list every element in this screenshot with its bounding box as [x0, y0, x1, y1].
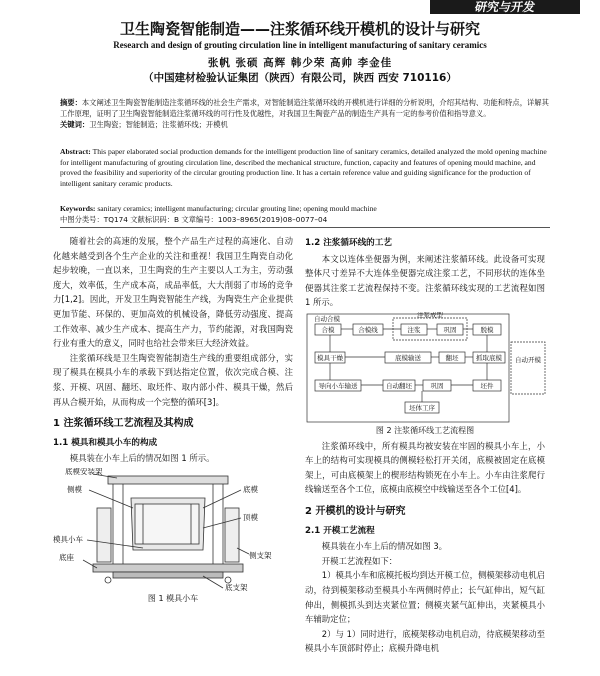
subsection-1-2-text: 本文以连体坐便器为例，来阐述注浆循环线。此设备可实现整体尺寸差异不大连体坐便器完成注浆工艺，不同形状的连体坐便器其注浆工艺流程保持不变。注浆循环线实现的工艺流程如图 1 所示。 [305, 253, 545, 308]
subsection-2-1-step-2: 2）与 1）同时进行，底模架移动电机启动，待底模架移动至模具小车顶部时停止；底模升降电机 [305, 628, 545, 654]
abstract-cn [60, 97, 550, 143]
subsection-1-2-heading: 1.2 注浆循环线的工艺 [305, 238, 392, 248]
right-column [305, 234, 545, 656]
abstract-en-text: This paper elaborated social production demands for the intelligent production line of sanitary ceramics, detailed analyzed the mold opening machine for intelligent manufacturing of grouting circulation line, described the mechanical structure, function, capacity and features of opening mould machine, and proved the feasibility and superiority of the circular grouting production line. It has a certain reference value and guiding significance for the production of intelligent sanitary ceramic products. [60, 147, 547, 188]
subsection-1-1-text: 模具装在小车上后的情况如图 1 所示。 [69, 453, 215, 464]
flow-auto-flip: 自动翻坯 [386, 381, 412, 390]
intro-paragraph-2: 注浆循环线是卫生陶瓷智能制造生产线的重要组成部分，实现了模具在模具小车的承载下到达指定位置，依次完成合模、注浆、开模、巩固、翻坯、取坯件、取内部小件、模具干燥，然后再从合模开始，从而构成一个完整的循环[3]。 [53, 352, 293, 407]
subsection-1-1-heading: 1.1 模具和模具小车的构成 [53, 437, 158, 448]
flow-consolidate: 巩固 [443, 325, 457, 334]
flow-mold-dry: 模具干燥 [317, 353, 343, 362]
flow-grout: 注浆 [407, 325, 421, 334]
subsection-2-1-step-1: 1）模具小车和底模托板均到达开模工位，侧模架移动电机启动，待到模架移动至模具小车两侧时停止；长气缸伸出，短气缸伸出，侧模抓头到达夹紧位置；侧模夹紧气缸伸出，夹紧模具小车辅助定位； [305, 570, 545, 625]
process-flow-diagram [305, 312, 549, 424]
fig1-label-bottom: 底支架 [225, 582, 248, 592]
subsection-1-2-text-2: 注浆循环线中，所有模具均被安装在牢固的模具小车上，小车上的结构可实现模具的侧模轻松打开关闭，底模被固定在底模架上，可由底模架上的楔形结构锁死在小车上。小车由注浆爬行线输送至各个工位，底模由底模空中线输送至各个工位[4]。 [305, 440, 545, 495]
flow-bottom-convey: 底模输送 [395, 353, 421, 362]
flow-out: 坯件 [480, 381, 494, 390]
abstract-cn-text: 本文阐述卫生陶瓷智能制造注浆循环线的社会生产需求，对智能制造注浆循环线的开模机进行详细的分析说明，介绍其结构、功能和特点，详解其工作原理，证明了卫生陶瓷智能制造注浆循环线的可行性及优越性，对我国卫生陶瓷产品的制造生产具有一定的参考价值和指导意义。 [60, 98, 549, 118]
flow-consolidate-2: 巩固 [430, 381, 444, 390]
fig1-label-floor: 底座 [59, 552, 74, 562]
section-2-heading: 2 开模机的设计与研究 [305, 505, 406, 517]
classification-line: 中图分类号：TQ174 文献标识码：B 文章编号：1003–8965(2019)08–0077–04 [60, 215, 328, 224]
paper-title-en: Research and design of grouting circulation line in intelligent manufacturing of sanitary ceramics [113, 40, 487, 50]
flow-process-label: 注浆成型 [417, 311, 443, 319]
abstract-en-label: Abstract: [60, 147, 91, 156]
figure-2 [305, 312, 545, 424]
flow-auto-close: 自动合模 [314, 314, 340, 323]
left-column [53, 234, 293, 607]
section-tag: 研究与开发 [430, 0, 580, 14]
fig1-label-side: 侧模 [67, 484, 82, 494]
subsection-2-1-text-b: 开模工艺流程如下： [321, 555, 398, 566]
abstract-cn-label: 摘要： [60, 98, 82, 107]
flow-guide-cart: 导向小车输送 [318, 381, 358, 390]
flow-auto-open: 自动开模 [515, 355, 541, 364]
flow-manual-close: 合模 [321, 325, 335, 334]
flow-close-line: 合模线 [358, 325, 378, 334]
flow-grab-bottom: 抓取底模 [476, 353, 502, 362]
keywords-en-label: Keywords: [60, 204, 96, 213]
mold-cart-drawing [53, 468, 293, 592]
figure-2-caption: 图 2 注浆循环线工艺流程图 [375, 425, 475, 435]
affiliation: （中国建材检验认证集团（陕西）有限公司，陕西 西安 710116） [143, 72, 457, 84]
fig1-label-base: 底模 [243, 484, 258, 494]
divider [60, 227, 550, 228]
fig1-label-top: 底模安装架 [65, 467, 103, 476]
fig1-label-cart: 模具小车 [53, 534, 83, 544]
intro-paragraph-1: 随着社会的高速的发展，整个产品生产过程的高速化、自动化越来越受到各个生产企业的关注和重视！我国卫生陶瓷自动化起步较晚，一直以来，卫生陶瓷的生产主要以人工为主，劳动强度大，效率低，生产成本高，成品率低，大大削弱了市场的竞争力[1,2]。因此，开发卫生陶瓷智能生产线，为陶瓷生产企业提供更加节能、环保的、更加高效的机械设备，降低劳动强度、提高工作效率、减少生产成本、提高生产力，节约能源，对我国陶瓷行业有重大的意义，同时也给社会带来巨大经济效益。 [53, 236, 293, 349]
flow-tail: 坯体工序 [409, 403, 435, 412]
figure-1-caption: 图 1 模具小车 [147, 593, 199, 603]
keywords-cn-label: 关键词： [60, 120, 90, 129]
subsection-2-1-heading: 2.1 开模工艺流程 [305, 525, 375, 536]
flow-demold: 脱模 [480, 325, 494, 334]
keywords-en-text: sanitary ceramics; intelligent manufacturing; circular grouting line; opening mould machine [97, 204, 377, 213]
subsection-2-1-text-a: 模具装在小车上后的情况如图 3。 [321, 541, 448, 552]
keywords-cn-text: 卫生陶瓷；智能制造；注浆循环线；开模机 [89, 120, 228, 129]
fig1-label-top-mold: 顶模 [243, 512, 258, 522]
flow-turn: 翻坯 [445, 353, 459, 362]
paper-title-cn: 卫生陶瓷智能制造——注浆循环线开模机的设计与研究 [119, 20, 480, 38]
authors: 张帆 张硕 高辉 韩少荣 高帅 李金佳 [207, 57, 393, 69]
keywords-en [60, 203, 550, 214]
abstract-en [60, 147, 550, 189]
section-1-heading: 1 注浆循环线工艺流程及其构成 [53, 418, 194, 430]
figure-1 [53, 468, 293, 592]
fig1-label-side-frame: 侧支架 [249, 550, 272, 560]
